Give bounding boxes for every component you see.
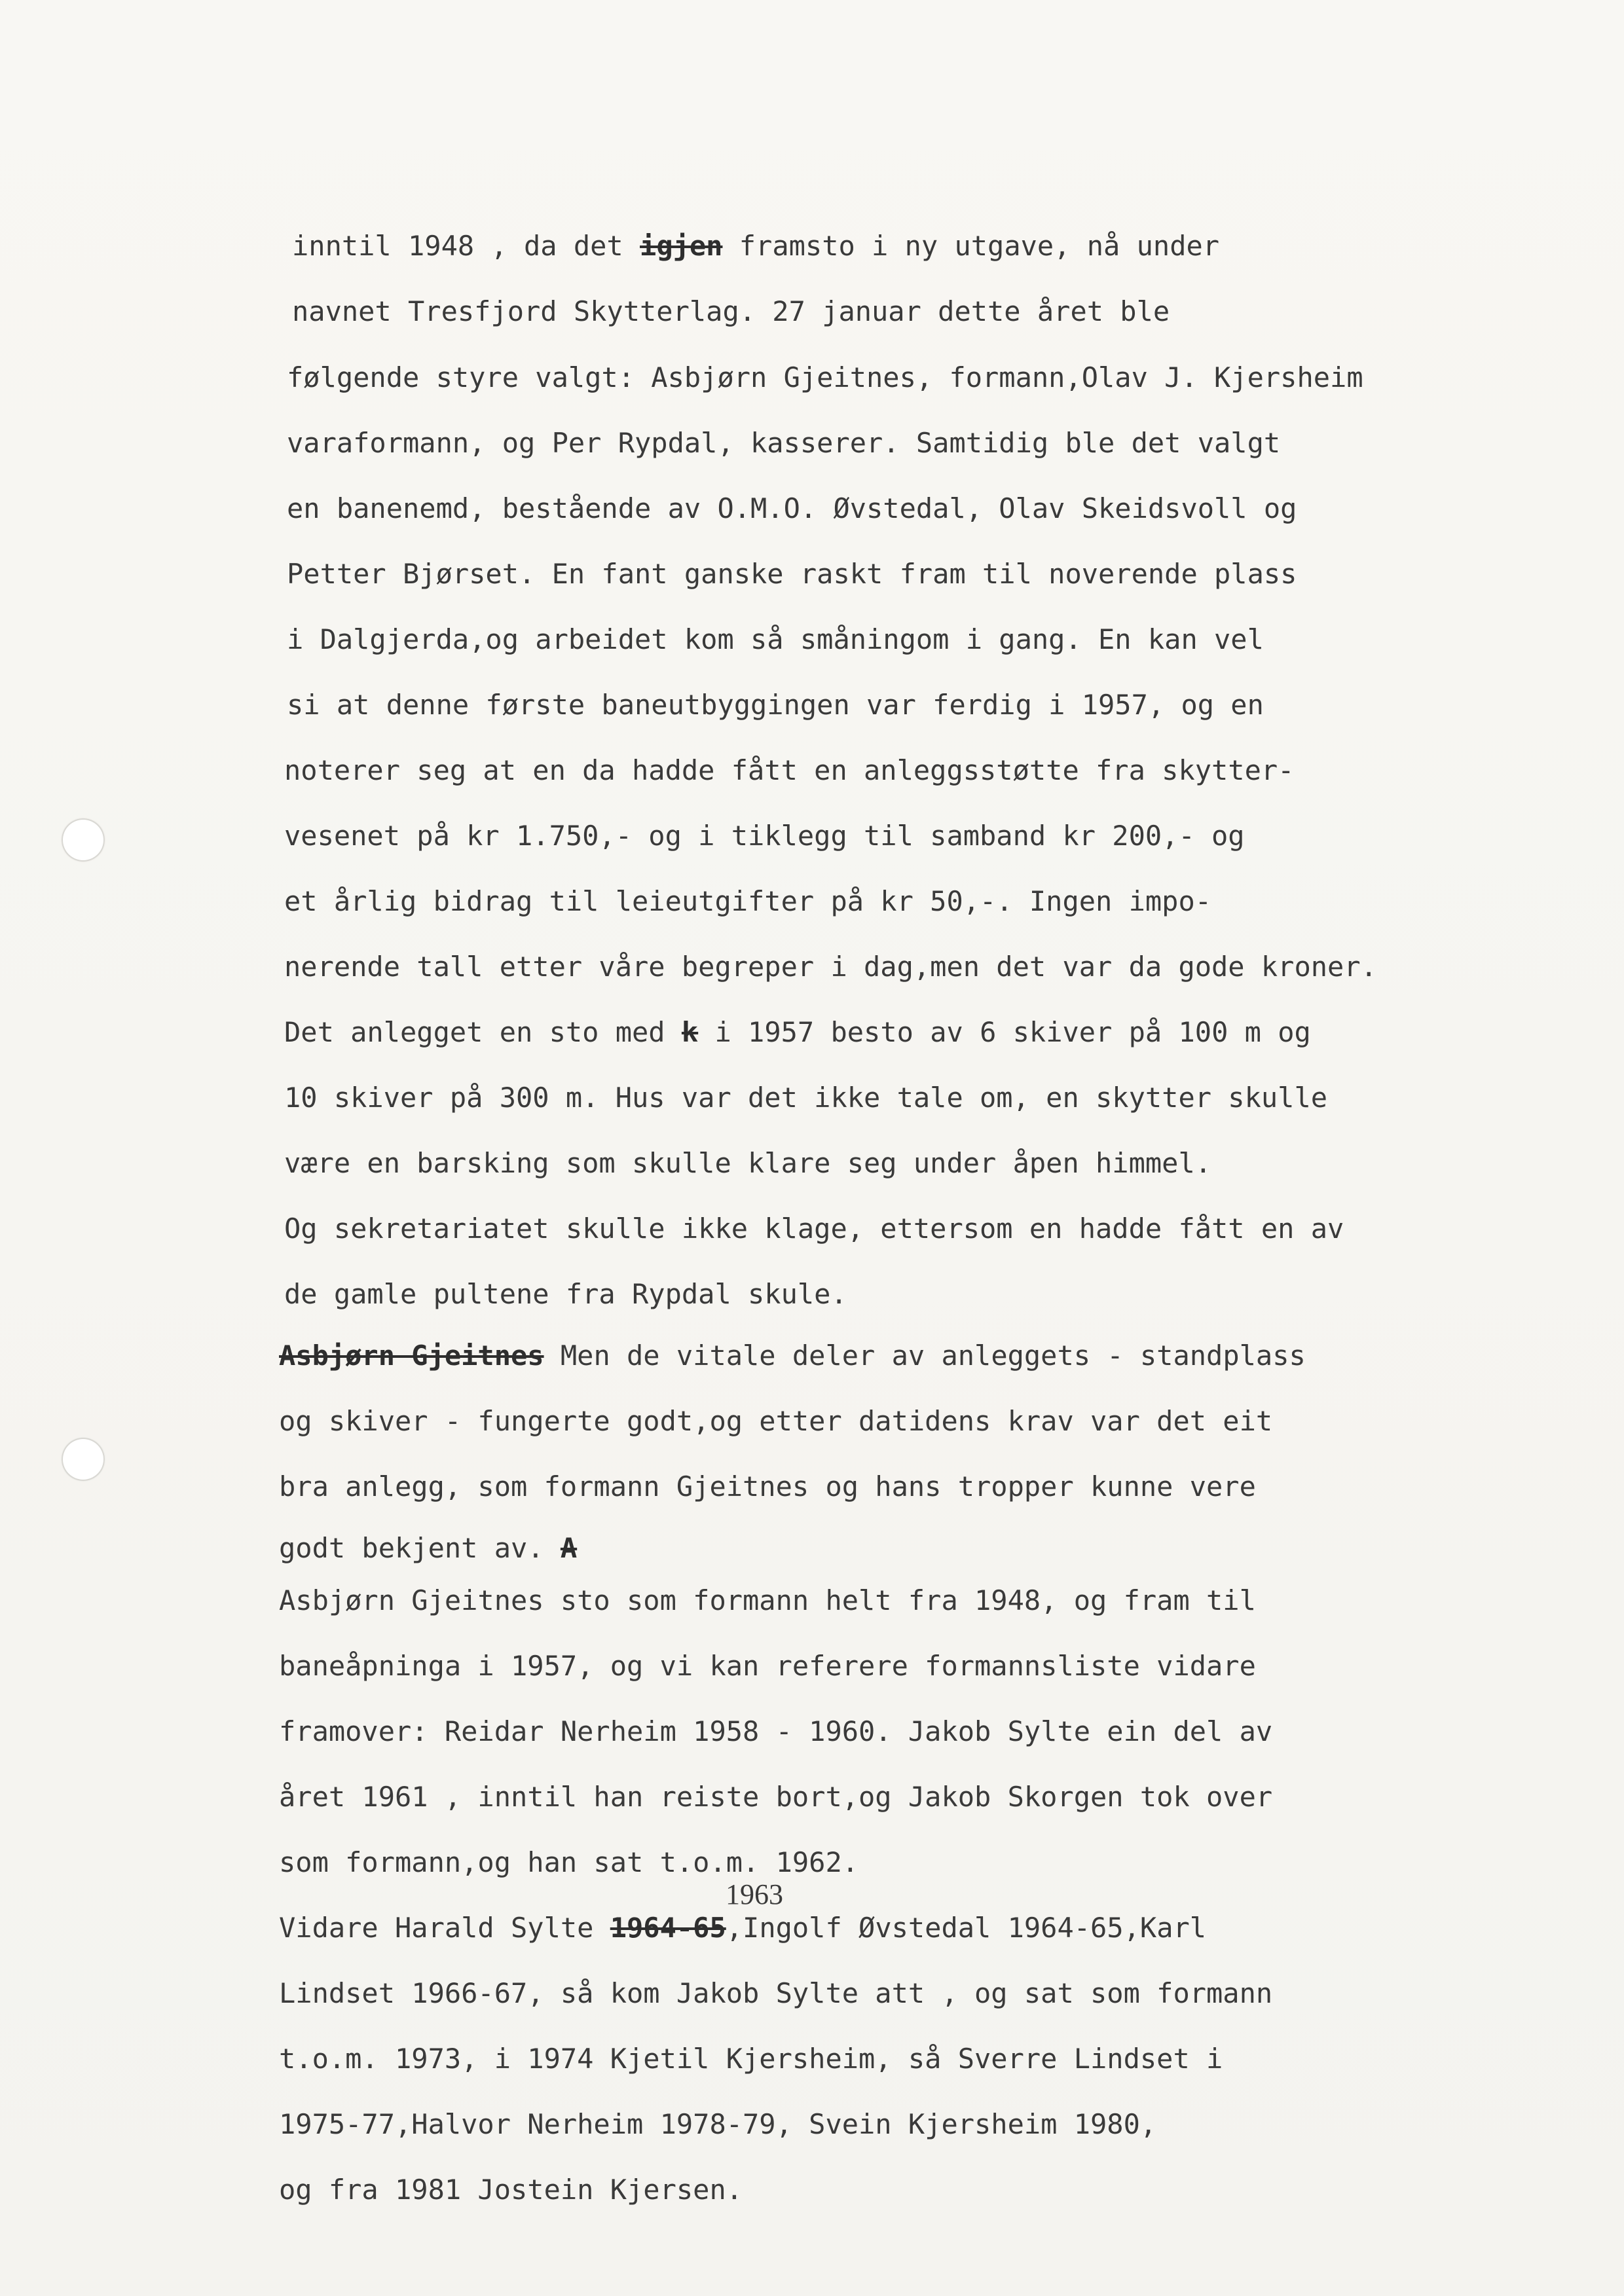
text-line-11: et årlig bidrag til leieutgifter på kr 50,-. Ingen impo- bbox=[284, 885, 1212, 917]
handwritten-insert: 1963 bbox=[726, 1878, 783, 1910]
text-segment: Men de vitale deler av anleggets bbox=[560, 1339, 1091, 1372]
text-line-9: noterer seg at en da hadde fått en anleggsstøtte fra skytter- bbox=[284, 754, 1295, 786]
text-line-14: 10 skiver på 300 m. Hus var det ikke tale om, en skytter skulle bbox=[284, 1082, 1328, 1114]
punch-hole bbox=[62, 1438, 105, 1481]
text-line-16: Og sekretariatet skulle ikke klage, ettersom en hadde fått en av bbox=[284, 1212, 1344, 1245]
text-line-1 bbox=[292, 232, 1219, 260]
text-line-6: Petter Bjørset. En fant ganske raskt fram til noverende plass bbox=[287, 558, 1297, 590]
text-line-29: t.o.m. 1973, i 1974 Kjetil Kjersheim, så Sverre Lindset i bbox=[279, 2043, 1223, 2075]
struck-letter: k bbox=[681, 1016, 699, 1048]
text-line-4: varaformann, og Per Rypdal, kasserer. Samtidig ble det valgt bbox=[287, 427, 1281, 459]
text-line-10: vesenet på kr 1.750,- og i tiklegg til samband kr 200,- og bbox=[284, 820, 1245, 852]
text-segment: framsto i ny utgave, nå under bbox=[739, 230, 1220, 262]
text-line-26: som formann,og han sat t.o.m. 1962. bbox=[279, 1846, 859, 1878]
text-line-22: Asbjørn Gjeitnes sto som formann helt fra 1948, og fram til bbox=[279, 1584, 1256, 1616]
text-line-17: de gamle pultene fra Rypdal skule. bbox=[284, 1278, 847, 1310]
struck-letter: A bbox=[560, 1532, 578, 1564]
text-line-15: være en barsking som skulle klare seg under åpen himmel. bbox=[284, 1147, 1212, 1179]
text-line-24: framover: Reidar Nerheim 1958 - 1960. Jakob Sylte ein del av bbox=[279, 1715, 1273, 1747]
text-line-3: følgende styre valgt: Asbjørn Gjeitnes, formann,Olav J. Kjersheim bbox=[287, 361, 1363, 393]
text-line-18 bbox=[279, 1339, 1306, 1372]
punch-hole bbox=[62, 818, 105, 862]
text-line-13 bbox=[284, 1016, 1311, 1048]
text-line-28: Lindset 1966-67, så kom Jakob Sylte att , og sat som formann bbox=[279, 1977, 1273, 2009]
text-segment: Vidare Harald Sylte bbox=[279, 1912, 594, 1944]
struck-word: igjen bbox=[640, 230, 723, 262]
text-segment: - standplass bbox=[1107, 1339, 1306, 1372]
text-line-7: i Dalgjerda,og arbeidet kom så småningom i gang. En kan vel bbox=[287, 623, 1264, 655]
text-segment: Det anlegget en sto med bbox=[284, 1016, 665, 1048]
text-line-31: og fra 1981 Jostein Kjersen. bbox=[279, 2174, 743, 2206]
text-line-8: si at denne første baneutbyggingen var ferdig i 1957, og en bbox=[287, 689, 1264, 721]
text-line-27 bbox=[279, 1914, 1206, 1942]
text-line-5: en banenemd, bestående av O.M.O. Øvstedal, Olav Skeidsvoll og bbox=[287, 492, 1297, 524]
text-segment: ,Ingolf Øvstedal 1964-65,Karl bbox=[726, 1912, 1207, 1944]
text-line-30: 1975-77,Halvor Nerheim 1978-79, Svein Kjersheim 1980, bbox=[279, 2108, 1157, 2140]
text-line-12: nerende tall etter våre begreper i dag,men det var da gode kroner. bbox=[284, 951, 1377, 983]
text-line-21 bbox=[279, 1532, 578, 1564]
text-segment: godt bekjent av. bbox=[279, 1532, 544, 1564]
text-segment: i 1957 besto av 6 skiver på 100 m og bbox=[714, 1016, 1311, 1048]
struck-year: 1964-65 bbox=[610, 1912, 726, 1944]
text-line-23: baneåpninga i 1957, og vi kan referere formannsliste vidare bbox=[279, 1650, 1256, 1682]
text-line-19: og skiver - fungerte godt,og etter datidens krav var det eit bbox=[279, 1405, 1273, 1437]
text-segment: inntil 1948 , da det bbox=[292, 230, 623, 262]
struck-phrase: Asbjørn Gjeitnes bbox=[279, 1339, 544, 1372]
text-line-2: navnet Tresfjord Skytterlag. 27 januar dette året ble bbox=[292, 295, 1170, 327]
text-line-20: bra anlegg, som formann Gjeitnes og hans tropper kunne vere bbox=[279, 1470, 1256, 1503]
text-line-25: året 1961 , inntil han reiste bort,og Jakob Skorgen tok over bbox=[279, 1781, 1273, 1813]
